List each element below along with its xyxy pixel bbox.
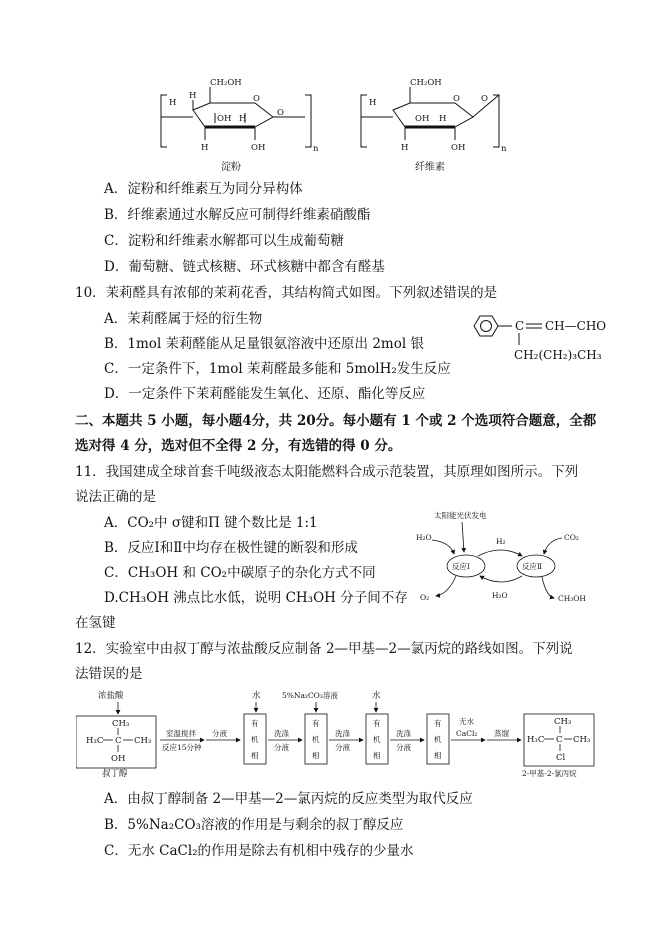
starch-ring <box>193 103 273 127</box>
cellulose-right-bracket <box>493 95 499 147</box>
q11-option-c: C．CH₃OH 和 CO₂中碳原子的杂化方式不同 <box>104 565 376 581</box>
org1-c3: 相 <box>251 751 259 760</box>
q12-option-a: A．由叔丁醇制备 2—甲基—2—氯丙烷的反应类型为取代反应 <box>104 791 473 807</box>
cellulose-ch2oh: CH₂OH <box>410 78 442 88</box>
starch-o-ring: O <box>253 94 260 104</box>
starch-h1: H <box>189 91 197 101</box>
benzene-ring <box>474 316 498 336</box>
cellulose-left-bracket <box>361 95 367 147</box>
q9-option-b: B．纤维素通过水解反应可制得纤维素硝酸酯 <box>104 207 371 223</box>
h2-label: H₂ <box>496 537 506 546</box>
cellulose-h2: H <box>439 114 447 124</box>
reactant-h3c: H₃C <box>86 736 104 746</box>
reaction-2-label: 反应Ⅱ <box>522 562 543 571</box>
struct-ch-cho: CH—CHO <box>545 319 607 333</box>
product-label: 2-甲基-2-氯丙烷 <box>522 769 577 778</box>
reactant-oh: OH <box>111 754 126 764</box>
starch-structure <box>155 75 325 175</box>
solar-fuel-diagram <box>412 508 612 608</box>
sep2-label: 分液 <box>274 743 289 752</box>
sep1-label: 分液 <box>212 729 227 738</box>
q12-stem-1: 12．实验室中由叔丁醇与浓盐酸反应制备 2—甲基—2—氯丙烷的路线如图。下列说 <box>75 641 573 657</box>
starch-h4: H <box>201 143 209 153</box>
cellulose-h1: H <box>369 98 377 108</box>
wash1-label: 洗涤 <box>274 729 289 738</box>
starch-ch2oh: CH₂OH <box>210 78 242 88</box>
org4-c2: 机 <box>434 735 442 744</box>
org3-c2: 机 <box>373 735 381 744</box>
step1-label-b: 反应15分钟 <box>162 743 202 752</box>
na2co3-label: 5%Na₂CO₃溶液 <box>282 691 338 700</box>
water2-label: 水 <box>372 691 381 701</box>
solar-label: 太阳能光伏发电 <box>434 511 487 520</box>
q10-option-d: D．一定条件下茉莉醛能发生氧化、还原、酯化等反应 <box>104 386 426 402</box>
ch3oh-label: CH₃OH <box>558 594 586 603</box>
cellulose-h3: H <box>401 143 409 153</box>
org3-c1: 有 <box>373 719 381 728</box>
cellulose-oh1: OH <box>415 114 430 124</box>
struct-c: C <box>515 319 525 333</box>
co2-label: CO₂ <box>564 533 579 542</box>
reactant-label: 叔丁醇 <box>102 769 128 779</box>
reactant-ch3: CH₃ <box>112 719 130 729</box>
product-ch3-right: CH₃ <box>573 735 591 745</box>
q11-stem-1: 11．我国建成全球首套千吨级液态太阳能燃料合成示范装置，其原理如图所示。下列 <box>75 464 579 480</box>
q9-option-a: A．淀粉和纤维素互为同分异构体 <box>104 181 303 197</box>
reactant-ch3-right: CH₃ <box>134 736 152 746</box>
starch-o-link: O <box>277 108 284 118</box>
cellulose-structure <box>355 75 525 175</box>
cellulose-oh2: OH <box>451 143 466 153</box>
product-h3c: H₃C <box>527 735 545 745</box>
q11-option-d-cont: 在氢键 <box>75 615 116 631</box>
org4-c3: 相 <box>434 751 442 760</box>
wash3-label: 洗涤 <box>396 729 411 738</box>
q11-option-a: A．CO₂中 σ键和Π 键个数比是 1:1 <box>104 515 318 531</box>
o2-label: O₂ <box>420 593 430 602</box>
q11-stem-2: 说法正确的是 <box>75 489 156 505</box>
starch-label: 淀粉 <box>221 162 241 173</box>
starch-oh2: OH <box>251 143 266 153</box>
product-cl: Cl <box>556 753 566 763</box>
q12-stem-2: 法错误的是 <box>75 666 143 682</box>
org1-c1: 有 <box>251 719 259 728</box>
org2-c3: 相 <box>312 751 320 760</box>
org1-c2: 机 <box>251 735 259 744</box>
cacl2-label-a: 无水 <box>459 717 474 726</box>
reaction-1-label: 反应Ⅰ <box>452 562 470 571</box>
q9-option-c: C．淀粉和纤维素水解都可以生成葡萄糖 <box>104 233 344 249</box>
starch-h3: H <box>239 114 247 124</box>
sep3-label: 分液 <box>335 743 350 752</box>
cellulose-label: 纤维素 <box>415 162 445 173</box>
q11-option-b: B．反应Ⅰ和Ⅱ中均存在极性键的断裂和形成 <box>104 540 358 556</box>
wash2-label: 洗涤 <box>335 729 350 738</box>
h2o-mid-label: H₂O <box>492 591 508 600</box>
hcl-label: 浓盐酸 <box>98 691 124 701</box>
q10-option-b: B．1mol 茉莉醛能从足量银氨溶液中还原出 2mol 银 <box>104 336 424 352</box>
q10-option-c: C．一定条件下，1mol 茉莉醛最多能和 5molH₂发生反应 <box>104 361 451 377</box>
water1-label: 水 <box>252 691 261 701</box>
q11-option-d: D.CH₃OH 沸点比水低，说明 CH₃OH 分子间不存 <box>104 590 408 606</box>
starch-left-bracket <box>161 95 167 147</box>
reactant-c: C <box>115 736 122 746</box>
jasminaldehyde-structure <box>468 312 648 368</box>
cellulose-o-ring: O <box>453 94 460 104</box>
cellulose-o-link: O <box>481 94 488 104</box>
section2-line1: 二、本题共 5 小题，每小题4分，共 20分。每小题有 1 个或 2 个选项符合题意，全都 <box>75 413 597 429</box>
org2-c1: 有 <box>312 719 320 728</box>
cellulose-ring <box>393 103 473 127</box>
starch-h2: H <box>169 98 177 108</box>
starch-oh1: OH <box>217 114 232 124</box>
starch-n: n <box>313 144 319 154</box>
struct-chain: CH₂(CH₂)₃CH₃ <box>514 348 602 362</box>
org4-c1: 有 <box>434 719 442 728</box>
h2o-in-label: H₂O <box>416 533 432 542</box>
org2-c2: 机 <box>312 735 320 744</box>
section2-line2: 选对得 4 分，选对但不全得 2 分，有选错的得 0 分。 <box>75 438 402 454</box>
org3-c3: 相 <box>373 751 381 760</box>
q10-stem: 10．茉莉醛具有浓郁的茉莉花香，其结构简式如图。下列叙述错误的是 <box>75 285 498 301</box>
q12-option-c: C．无水 CaCl₂的作用是除去有机相中残存的少量水 <box>104 843 414 859</box>
distill-label: 蒸馏 <box>494 729 509 738</box>
sep4-label: 分液 <box>396 743 411 752</box>
synthesis-flow-diagram <box>76 688 596 784</box>
q10-option-a: A．茉莉醛属于烃的衍生物 <box>104 311 263 327</box>
cacl2-label-b: CaCl₂ <box>456 729 478 738</box>
product-c: C <box>556 735 563 745</box>
step1-label-a: 室温搅拌 <box>166 729 196 738</box>
q9-option-d: D．葡萄糖、链式核糖、环式核糖中都含有醛基 <box>104 259 385 275</box>
q12-option-b: B．5%Na₂CO₃溶液的作用是与剩余的叔丁醇反应 <box>104 817 404 833</box>
product-ch3: CH₃ <box>554 717 572 727</box>
cellulose-n: n <box>501 144 507 154</box>
starch-right-bracket <box>305 95 311 147</box>
